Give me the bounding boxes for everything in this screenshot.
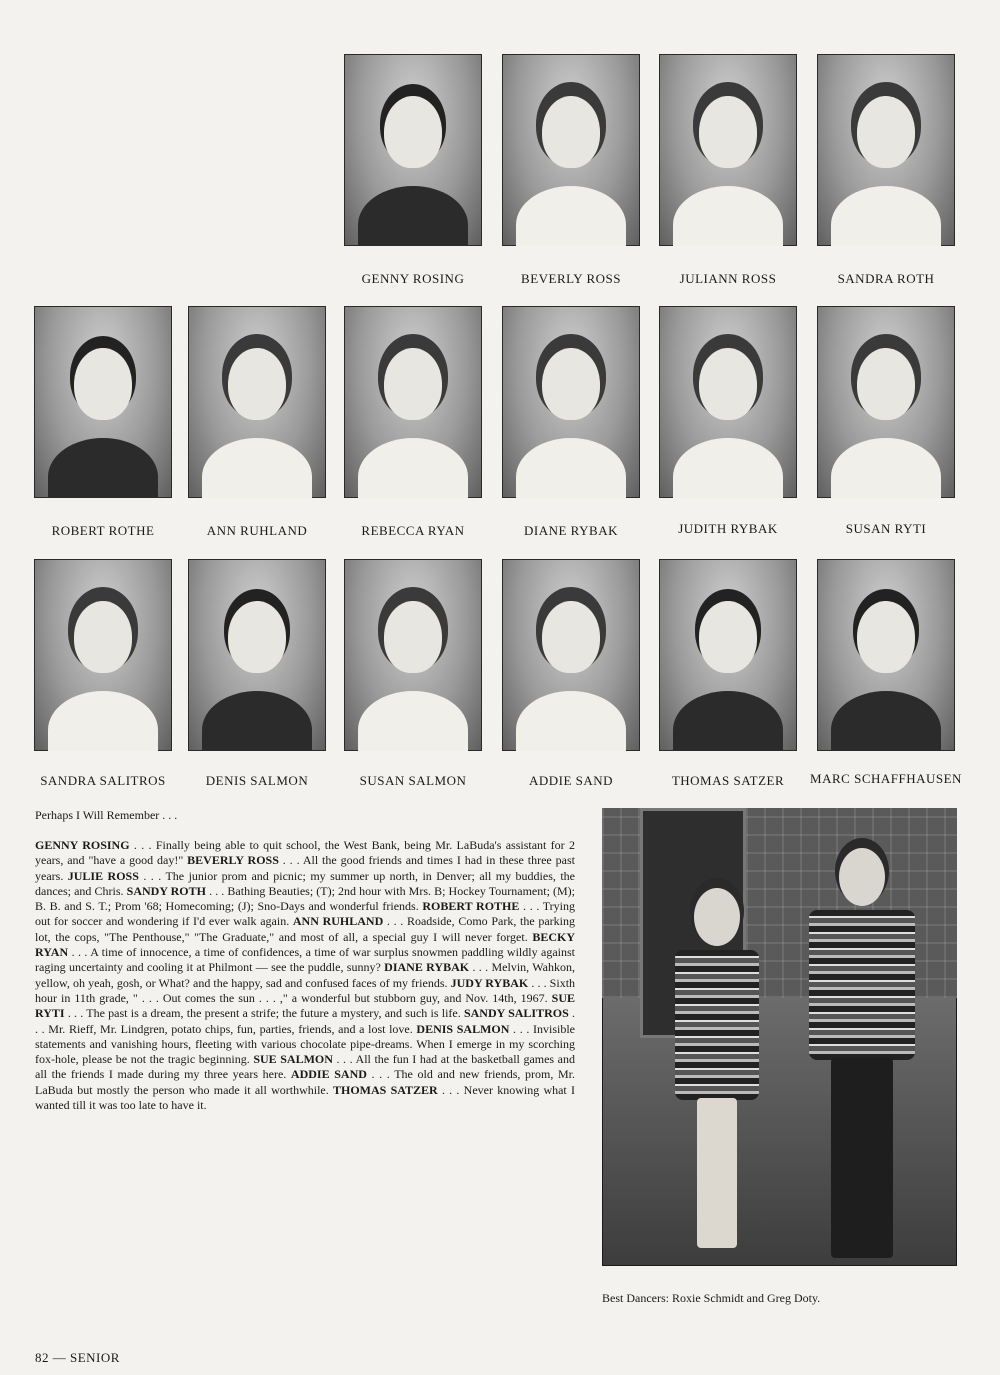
name-label: JUDITH RYBAK — [678, 521, 778, 536]
memory-text: . . . The old and new friends, prom, Mr. LaBuda but mostly the person who made it all worthwhile. — [35, 1067, 576, 1097]
memory-name: JULIE ROSS — [67, 868, 139, 883]
memory-name: BECKY RYAN — [35, 929, 575, 960]
name-label: BEVERLY ROSS — [521, 271, 621, 286]
memory-text: . . . The junior prom and picnic; my summer up north, in Denver; all my buddies, the dances; and Chris. — [35, 868, 575, 898]
portrait-susan-salmon — [344, 559, 482, 751]
name-label: ROBERT ROTHE — [51, 523, 155, 538]
portrait-denis-salmon — [188, 559, 326, 751]
portrait-beverly-ross — [502, 54, 640, 246]
name-label: SANDRA SALITROS — [40, 773, 166, 788]
memory-text: . . . Trying out for soccer and wondering if I'd ever walk again. — [35, 899, 575, 929]
memory-text: . . . Bathing Beauties; (T); 2nd hour with Mrs. B; Hockey Tournament; (M); B. B. and S. T.; Prom '68; Homecoming; (J); Sno-Days and wonderful friends. — [35, 883, 576, 914]
memory-text: . . . The past is a dream, the present a strife; the future a mystery, and such is life. — [64, 1006, 464, 1021]
memory-name: DIANE RYBAK — [384, 960, 470, 975]
portrait-thomas-satzer — [659, 559, 797, 751]
memory-text: . . . Invisible statements and vanishing hours, fleeting with various chocolate pipe-dreams. When I emerge in my scorching fox-hole, please be not the tragic beginning. — [35, 1021, 575, 1067]
name-label: DIANE RYBAK — [524, 523, 618, 538]
name-label: MARC SCHAFFHAUSEN — [810, 771, 962, 786]
memory-name: ANN RUHLAND — [292, 914, 384, 929]
name-label: GENNY ROSING — [361, 271, 465, 286]
memories-text — [35, 838, 575, 1113]
memory-text: . . . Mr. Rieff, Mr. Lindgren, potato chips, fun, parties, friends, and a lost love. — [35, 1006, 576, 1036]
memory-text: . . . Finally being able to quit school, the West Bank, being Mr. LaBuda's assistant for 2 years, and "have a good day!" — [35, 838, 575, 868]
name-label: SANDRA ROTH — [837, 271, 935, 286]
portrait-ann-ruhland — [188, 306, 326, 498]
portrait-addie-sand — [502, 559, 640, 751]
portrait-rebecca-ryan — [344, 306, 482, 498]
memory-name: SANDY ROTH — [126, 883, 206, 898]
name-label: SUSAN SALMON — [359, 773, 467, 788]
memory-name: SANDY SALITROS — [463, 1006, 569, 1021]
portrait-sandra-roth — [817, 54, 955, 246]
best-dancers-photo — [602, 808, 957, 1266]
memory-name: ROBERT ROTHE — [422, 899, 520, 914]
portrait-marc-schaffhausen — [817, 559, 955, 751]
name-label: REBECCA RYAN — [361, 523, 465, 538]
name-label: ADDIE SAND — [528, 773, 614, 788]
memory-name: GENNY ROSING — [35, 838, 130, 852]
name-label: ANN RUHLAND — [206, 523, 308, 538]
memory-name: ADDIE SAND — [290, 1067, 367, 1082]
memory-text: . . . Never knowing what I wanted till it was too late to have it. — [35, 1082, 575, 1113]
memory-text: . . . All the fun I had at the basketball games and all the friends I made during my three years here. — [35, 1052, 576, 1082]
memory-name: SUE SALMON — [253, 1052, 333, 1067]
name-label: JULIANN ROSS — [679, 271, 777, 286]
portrait-juliann-ross — [659, 54, 797, 246]
memory-name: DENIS SALMON — [416, 1021, 510, 1036]
memory-name: BEVERLY ROSS — [187, 853, 279, 868]
portrait-robert-rothe — [34, 306, 172, 498]
portrait-judith-rybak — [659, 306, 797, 498]
memory-name: THOMAS SATZER — [333, 1082, 438, 1097]
memory-name: SUE RYTI — [35, 990, 575, 1021]
portrait-diane-rybak — [502, 306, 640, 498]
page-folio: 82 — SENIOR — [35, 1350, 120, 1365]
portrait-susan-ryti — [817, 306, 955, 498]
name-label: SUSAN RYTI — [845, 521, 927, 536]
memory-text: . . . Melvin, Wahkon, yellow, oh yeah, gosh, or What? and the happy, sad and confused faces of my friends. — [35, 960, 575, 990]
memory-text: . . . Roadside, Como Park, the parking lot, the cops, "The Penthouse," "The Graduate," and most of all, a special guy I will never forget. — [35, 914, 576, 944]
memory-text: . . . Sixth hour in 11th grade, " . . . Out comes the sun . . . ," a wonderful but stubborn guy, and Nov. 14th, 1967. — [35, 975, 576, 1005]
name-label: DENIS SALMON — [205, 773, 309, 788]
memory-text: . . . A time of innocence, a time of confidences, a time of war surplus snowmen paddling wildly against raging uncertainty and cooling it at Philmont — see the puddle, sunny? — [35, 945, 575, 975]
memories-heading: Perhaps I Will Remember . . . — [35, 808, 178, 822]
name-label: THOMAS SATZER — [671, 773, 785, 788]
portrait-sandra-salitros — [34, 559, 172, 751]
memory-text: . . . All the good friends and times I had in these three past years. — [35, 853, 575, 883]
memory-name: JUDY RYBAK — [450, 975, 529, 990]
photo-caption: Best Dancers: Roxie Schmidt and Greg Doty. — [602, 1291, 821, 1305]
portrait-genny-rosing — [344, 54, 482, 246]
